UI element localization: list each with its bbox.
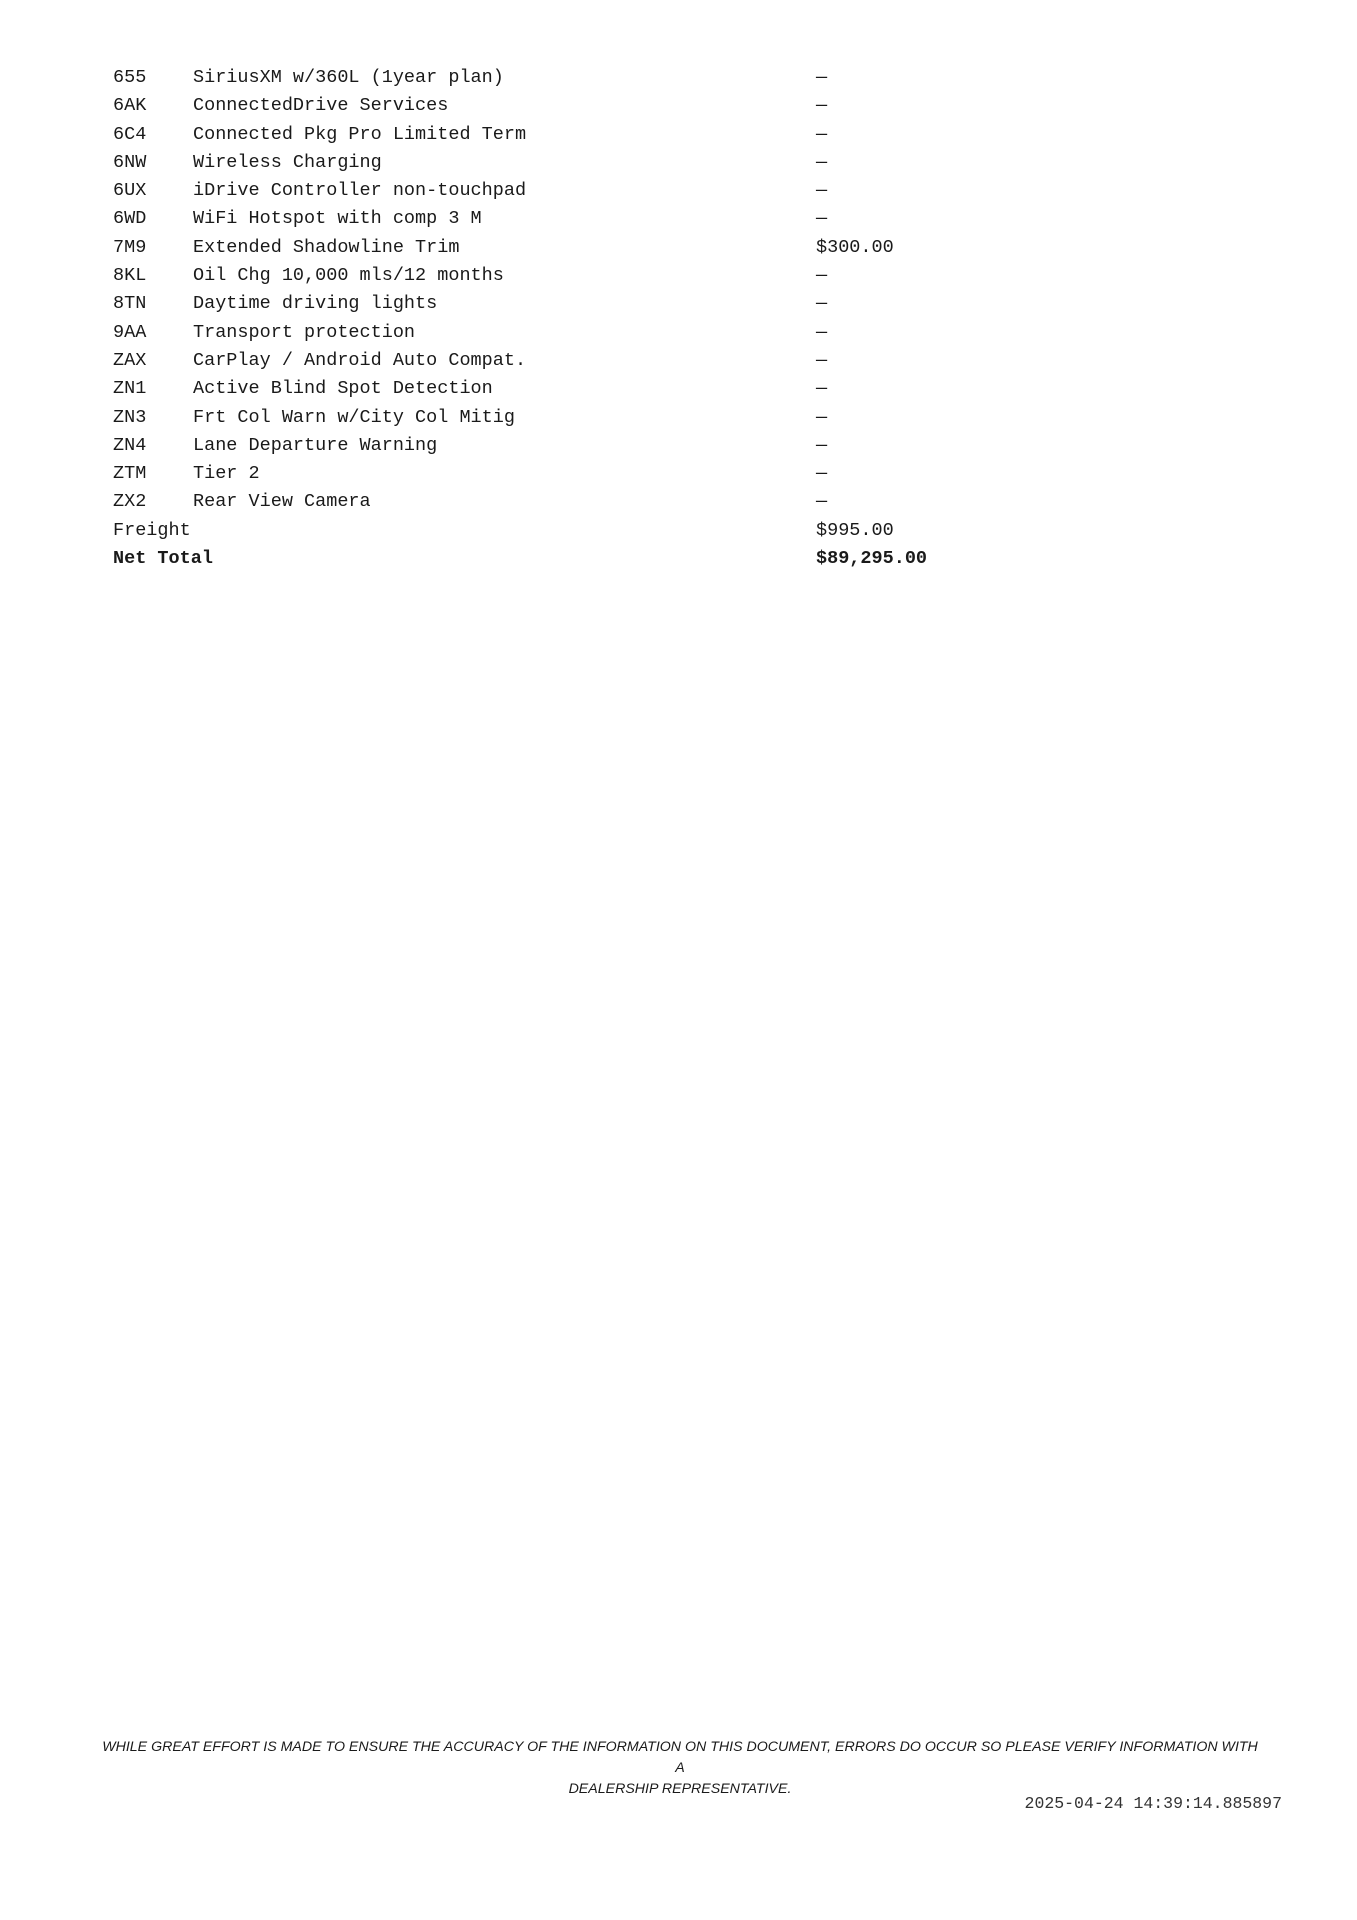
option-row <box>113 92 953 120</box>
option-price: — <box>816 491 828 513</box>
option-description: Rear View Camera <box>193 491 371 513</box>
option-description: CarPlay / Android Auto Compat. <box>193 349 527 371</box>
option-row <box>113 404 953 432</box>
option-code: 9AA <box>113 321 147 343</box>
freight-label: Freight <box>113 519 191 541</box>
option-price: — <box>816 378 828 400</box>
option-row <box>113 262 953 290</box>
net-total-row <box>113 545 953 573</box>
option-description: SiriusXM w/360L (1year plan) <box>193 67 504 88</box>
option-row <box>113 319 953 347</box>
option-row <box>113 347 953 375</box>
option-description: Frt Col Warn w/City Col Mitig <box>193 406 515 428</box>
option-code: 6WD <box>113 208 147 230</box>
option-code: ZX2 <box>113 491 147 513</box>
option-description: Extended Shadowline Trim <box>193 236 460 258</box>
option-row <box>113 121 953 149</box>
net-total-price: $89,295.00 <box>816 548 928 570</box>
option-code: 6UX <box>113 180 147 202</box>
net-total-label: Net Total <box>113 548 213 570</box>
option-description: Daytime driving lights <box>193 293 438 315</box>
option-description: Lane Departure Warning <box>193 434 438 456</box>
freight-row <box>113 517 953 545</box>
option-row <box>113 149 953 177</box>
option-description: Oil Chg 10,000 mls/12 months <box>193 265 504 287</box>
options-list <box>113 64 953 573</box>
option-code: 6AK <box>113 95 147 117</box>
freight-price: $995.00 <box>816 519 894 541</box>
option-description: WiFi Hotspot with comp 3 M <box>193 208 482 230</box>
option-price: — <box>816 265 828 287</box>
timestamp: 2025-04-24 14:39:14.885897 <box>1024 1794 1282 1813</box>
option-code: 7M9 <box>113 236 147 258</box>
option-description: iDrive Controller non-touchpad <box>193 180 527 202</box>
option-description: Active Blind Spot Detection <box>193 378 493 400</box>
option-price: — <box>816 123 828 145</box>
option-description: ConnectedDrive Services <box>193 95 449 117</box>
option-price: — <box>816 406 828 428</box>
option-price: — <box>816 95 828 117</box>
option-price: — <box>816 349 828 371</box>
option-code: 655 <box>113 67 147 88</box>
option-row <box>113 375 953 403</box>
option-description: Transport protection <box>193 321 416 343</box>
option-row <box>113 488 953 516</box>
option-price: — <box>816 67 828 88</box>
option-price: — <box>816 434 828 456</box>
disclaimer <box>100 1737 1260 1800</box>
option-row <box>113 234 953 262</box>
option-price: $300.00 <box>816 236 894 258</box>
option-row <box>113 177 953 205</box>
option-row <box>113 290 953 318</box>
option-row <box>113 205 953 233</box>
disclaimer-line-2: DEALERSHIP REPRESENTATIVE. <box>568 1781 792 1797</box>
option-price: — <box>816 293 828 315</box>
option-description: Connected Pkg Pro Limited Term <box>193 123 527 145</box>
option-price: — <box>816 208 828 230</box>
option-price: — <box>816 151 828 173</box>
option-code: 8TN <box>113 293 147 315</box>
option-code: 6NW <box>113 151 147 173</box>
option-description: Tier 2 <box>193 463 260 485</box>
option-price: — <box>816 180 828 202</box>
option-row <box>113 64 953 92</box>
option-description: Wireless Charging <box>193 151 382 173</box>
option-code: ZN4 <box>113 434 147 456</box>
option-code: ZTM <box>113 463 147 485</box>
option-code: ZN1 <box>113 378 147 400</box>
option-code: 8KL <box>113 265 147 287</box>
option-code: 6C4 <box>113 123 147 145</box>
disclaimer-line-1: WHILE GREAT EFFORT IS MADE TO ENSURE THE ACCURACY OF THE INFORMATION ON THIS DOCUMENT, ERRORS DO OCCUR SO PLEASE VERIFY INFORMATION WITH A <box>102 1739 1258 1776</box>
option-price: — <box>816 463 828 485</box>
option-row <box>113 460 953 488</box>
option-code: ZN3 <box>113 406 147 428</box>
option-code: ZAX <box>113 349 147 371</box>
option-row <box>113 432 953 460</box>
option-price: — <box>816 321 828 343</box>
